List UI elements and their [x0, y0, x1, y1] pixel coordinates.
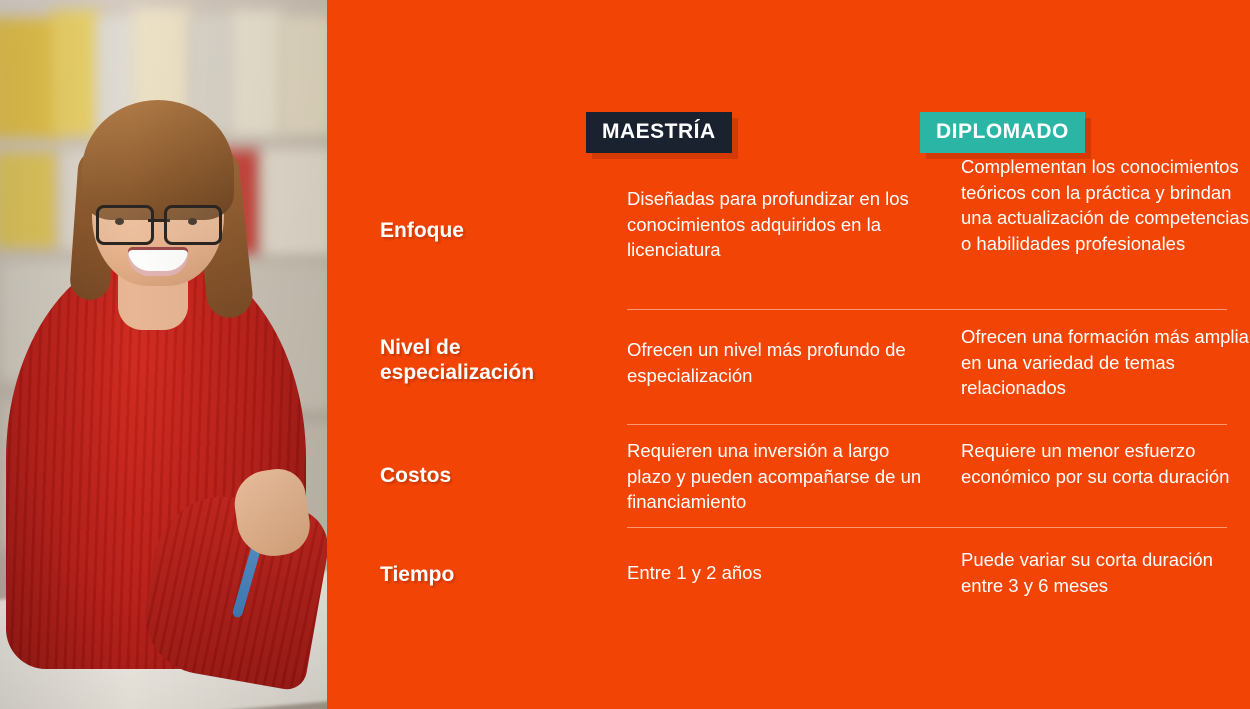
cell-enfoque-maestria: Diseñadas para profundizar en los conocimientos adquiridos en la licenciatura	[627, 188, 909, 260]
row-divider	[627, 424, 1227, 425]
photo-panel	[0, 0, 327, 709]
column-header-maestria: MAESTRÍA	[586, 112, 732, 153]
cell-costos-maestria: Requieren una inversión a largo plazo y pueden acompañarse de un financiamiento	[627, 440, 922, 512]
cell-nivel-diplomado: Ofrecen una formación más amplia en una variedad de temas relacionados	[961, 326, 1249, 398]
row-divider	[627, 309, 1227, 310]
cell-costos-diplomado: Requiere un menor esfuerzo económico por su corta duración	[961, 440, 1230, 487]
column-header-diplomado: DIPLOMADO	[920, 112, 1085, 153]
cell-enfoque-diplomado: Complementan los conocimientos teóricos con la práctica y brindan una actualización de competencias o habilidades profesionales	[961, 156, 1249, 254]
cell-tiempo-diplomado: Puede variar su corta duración entre 3 y 6 meses	[961, 549, 1213, 596]
row-label-enfoque: Enfoque	[380, 219, 464, 242]
comparison-table	[327, 0, 1250, 709]
cell-tiempo-maestria: Entre 1 y 2 años	[627, 562, 762, 583]
row-label-nivel: Nivel de especialización	[380, 336, 535, 384]
photo-shading	[0, 0, 327, 709]
row-label-tiempo: Tiempo	[380, 563, 455, 586]
row-label-costos: Costos	[380, 464, 452, 487]
row-divider	[627, 527, 1227, 528]
cell-nivel-maestria: Ofrecen un nivel más profundo de especialización	[627, 339, 906, 386]
